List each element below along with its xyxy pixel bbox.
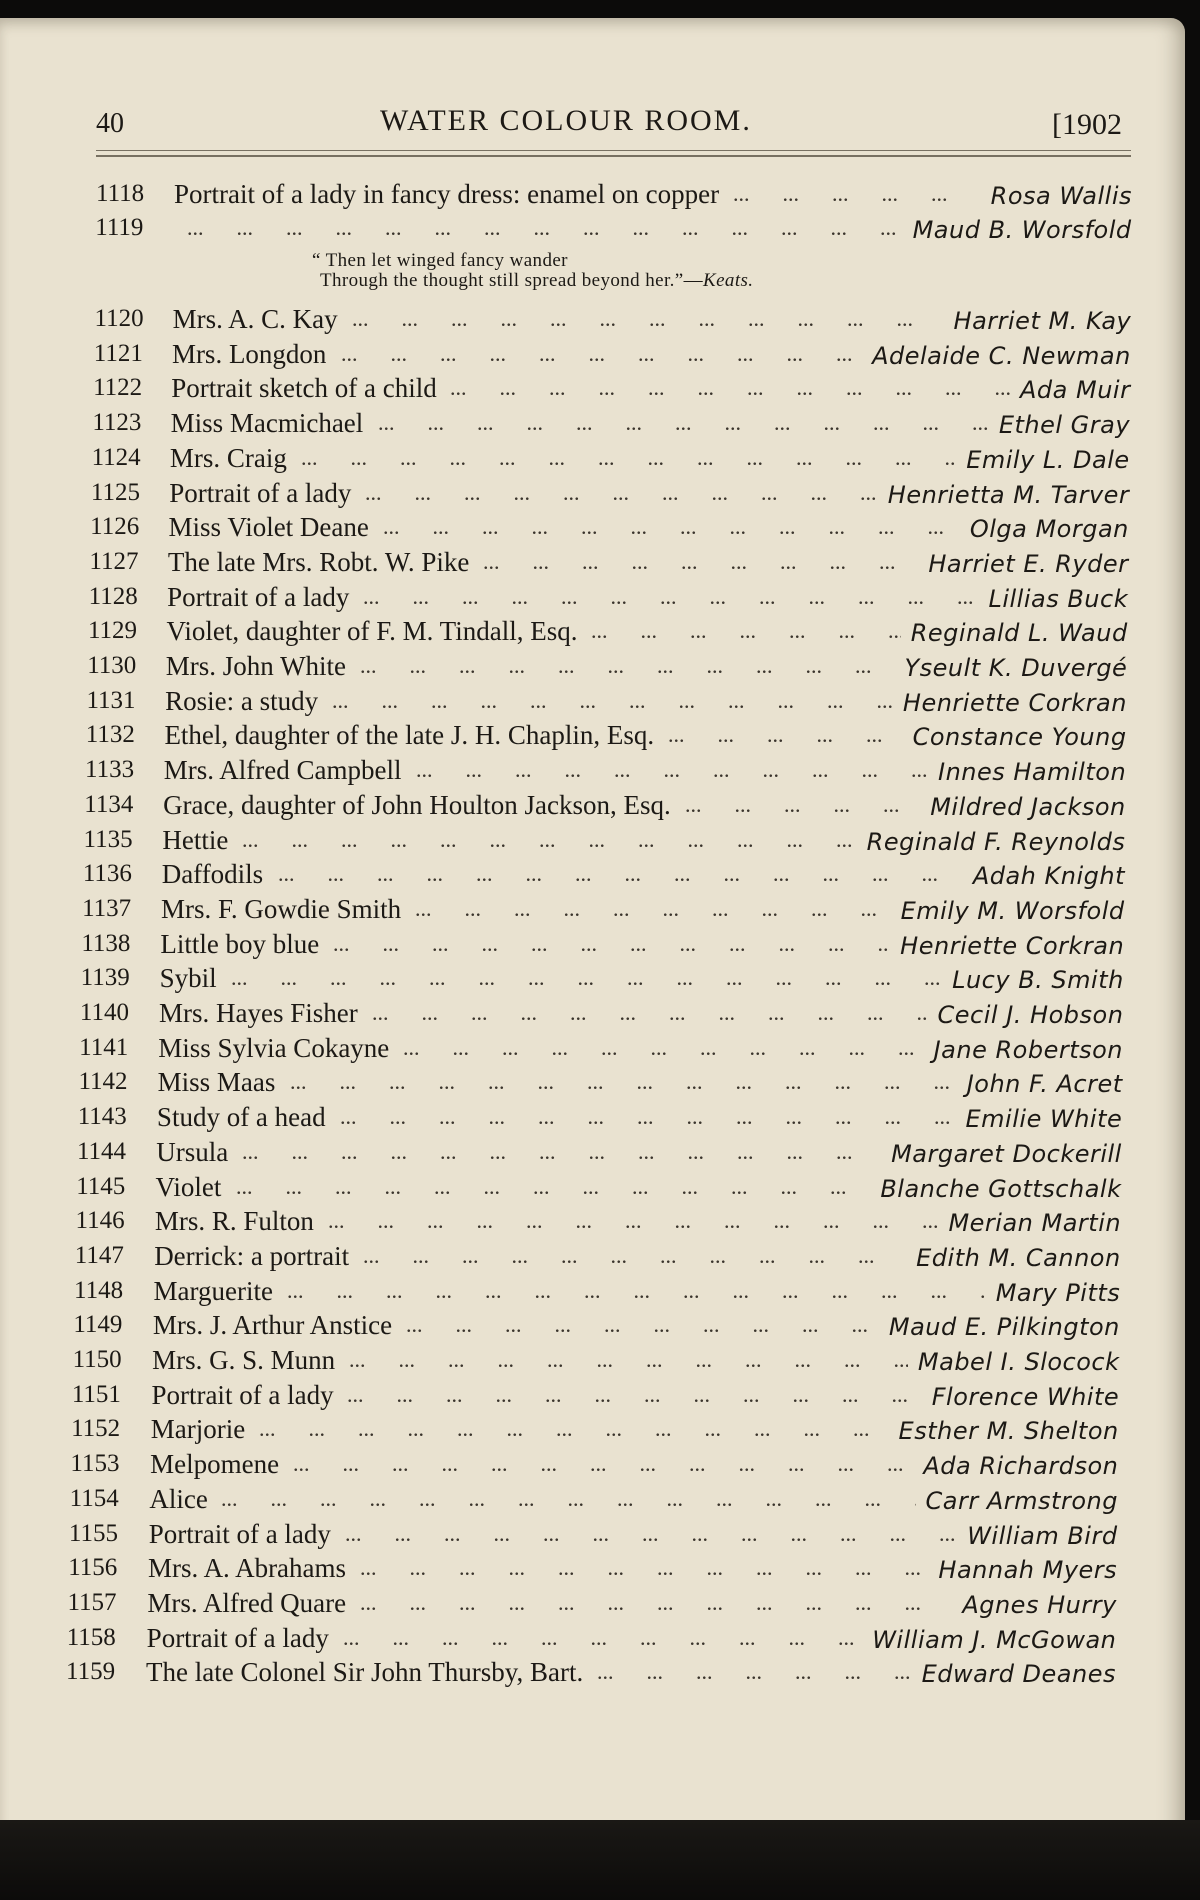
entry-artist: Constance Young [912, 723, 1127, 752]
catalogue-entry [0, 1135, 1200, 1169]
catalogue-entry [0, 1170, 1200, 1204]
entry-number: 1121 [93, 339, 143, 367]
entry-title: Study of a head [156, 1102, 326, 1133]
page-shadow [0, 1820, 1200, 1900]
entry-title: Portrait of a lady in fancy dress: enamel on copper [174, 179, 720, 209]
catalogue-entry [0, 177, 1200, 211]
entry-number: 1134 [84, 790, 134, 818]
entry-title: The late Colonel Sir John Thursby, Bart. [146, 1657, 584, 1688]
catalogue-entry [0, 1065, 1200, 1099]
entry-number: 1148 [74, 1276, 124, 1304]
catalogue-entry [0, 1100, 1200, 1134]
entry-title: Portrait sketch of a child [171, 373, 437, 404]
entry-artist: Emily L. Dale [966, 445, 1130, 474]
catalogue-entry [0, 510, 1200, 544]
leader-dots [668, 718, 903, 752]
catalogue-entry [0, 1412, 1200, 1446]
entry-number: 1128 [88, 582, 138, 610]
leader-dots [347, 1378, 922, 1412]
entry-artist: Henriette Corkran [900, 931, 1125, 960]
leader-dots [293, 1447, 913, 1481]
entry-number: 1136 [82, 860, 132, 888]
leader-dots [363, 580, 978, 614]
catalogue-entry [0, 406, 1200, 440]
entry-number: 1157 [67, 1588, 117, 1616]
catalogue-entry [0, 211, 1200, 245]
header-rule [96, 150, 1131, 151]
entry-number: 1156 [68, 1554, 118, 1582]
leader-dots [415, 892, 891, 926]
entry-title: Portrait of a lady [169, 477, 352, 508]
entry-number: 1131 [86, 686, 136, 714]
leader-dots [352, 302, 944, 336]
entry-title: Melpomene [150, 1449, 280, 1480]
entry-number: 1159 [66, 1658, 116, 1686]
entry-number: 1143 [77, 1103, 127, 1131]
entry-title: The late Mrs. Robt. W. Pike [167, 546, 470, 577]
entry-artist: Harriet E. Ryder [928, 549, 1129, 578]
entry-title: Hettie [162, 824, 229, 855]
entry-title: Mrs. F. Gowdie Smith [161, 893, 402, 924]
entry-artist: Maud E. Pilkington [888, 1313, 1120, 1342]
leader-dots [340, 1100, 956, 1134]
catalogue-entry [0, 718, 1200, 752]
catalogue-entry [0, 1551, 1200, 1585]
entry-number: 1119 [95, 214, 144, 241]
catalogue-entry [0, 1343, 1200, 1377]
entry-title: Miss Sylvia Cokayne [158, 1032, 390, 1063]
entry-artist: Emilie White [965, 1105, 1123, 1134]
entry-title: Daffodils [161, 859, 264, 890]
entry-title: Violet, daughter of F. M. Tindall, Esq. [166, 616, 578, 647]
catalogue-entry [0, 1655, 1200, 1689]
entry-artist: William Bird [967, 1521, 1118, 1550]
entry-artist: Olga Morgan [969, 515, 1129, 544]
leader-dots [365, 476, 878, 510]
catalogue-entry [0, 927, 1200, 961]
leader-dots [360, 1586, 952, 1620]
entry-number: 1142 [78, 1068, 128, 1096]
entry-title: Mrs. Longdon [171, 338, 327, 369]
entry-number: 1132 [85, 721, 135, 749]
entry-number: 1124 [91, 443, 141, 471]
entry-title: Portrait of a lady [167, 581, 350, 612]
running-title: WATER COLOUR ROOM. [380, 104, 752, 137]
entry-number: 1146 [75, 1207, 125, 1235]
entry-title: Miss Maas [157, 1067, 276, 1098]
entry-title: Alice [149, 1483, 208, 1514]
leader-dots [416, 753, 928, 787]
entry-number: 1150 [72, 1346, 122, 1373]
leader-dots [363, 1239, 906, 1273]
leader-dots [360, 649, 894, 683]
entry-number: 1158 [66, 1623, 116, 1651]
entry-artist: Edward Deanes [921, 1660, 1116, 1689]
entry-artist: Yseult K. Duvergé [904, 654, 1128, 682]
leader-dots [290, 1065, 957, 1099]
catalogue-entry [0, 1517, 1200, 1551]
entry-artist: Jane Robertson [933, 1035, 1124, 1064]
entry-artist: Lucy B. Smith [952, 966, 1124, 995]
entry-title: Mrs. J. Arthur Anstice [152, 1310, 393, 1341]
leader-dots [343, 1621, 862, 1655]
entry-title: Mrs. A. C. Kay [172, 304, 338, 334]
leader-dots [301, 441, 956, 475]
entry-title: Miss Violet Deane [168, 512, 369, 543]
entry-artist: Ethel Gray [998, 411, 1131, 440]
catalogue-entry [0, 614, 1200, 648]
entry-artist: Rosa Wallis [990, 182, 1132, 210]
entry-artist: Harriet M. Kay [953, 307, 1132, 335]
leader-dots [360, 1551, 928, 1585]
entry-number: 1152 [71, 1415, 121, 1443]
leader-dots [591, 614, 901, 648]
catalogue-entry [0, 580, 1200, 614]
entry-title: Ursula [156, 1136, 229, 1167]
leader-dots [378, 406, 989, 440]
catalogue-entry [0, 1204, 1200, 1238]
entry-artist: Mabel I. Slocock [917, 1348, 1120, 1376]
entry-number: 1154 [69, 1484, 119, 1512]
leader-dots [287, 1274, 986, 1308]
entry-title: Sybil [159, 963, 217, 994]
entry-number: 1141 [79, 1033, 129, 1061]
entry-title: Rosie: a study [165, 685, 319, 716]
entry-title: Violet [155, 1171, 222, 1202]
page-number: 40 [96, 108, 124, 139]
entry-artist: Cecil J. Hobson [937, 1001, 1124, 1029]
entry-artist: Mildred Jackson [930, 792, 1126, 821]
catalogue-entry [0, 371, 1200, 405]
leader-dots [345, 1517, 957, 1551]
entry-artist: John F. Acret [966, 1070, 1123, 1099]
entry-number: 1139 [80, 964, 130, 992]
catalogue-entry [0, 684, 1200, 718]
entry-artist: Adah Knight [972, 862, 1125, 891]
leader-dots [685, 788, 920, 822]
catalogue-entry [0, 302, 1200, 336]
entry-artist: Maud B. Worsfold [912, 216, 1132, 244]
entry-number: 1151 [71, 1380, 121, 1408]
entry-title: Mrs. Alfred Quare [147, 1587, 347, 1618]
entry-number: 1135 [83, 825, 133, 853]
entry-artist: Florence White [931, 1382, 1120, 1411]
entry-number: 1118 [96, 180, 145, 207]
catalogue-entry [0, 823, 1200, 857]
leader-dots [372, 996, 928, 1030]
leader-dots [236, 1170, 870, 1204]
entry-title: Marguerite [153, 1275, 273, 1306]
entry-title: Mrs. G. S. Munn [152, 1345, 336, 1375]
quote-attribution: Keats. [703, 270, 754, 291]
catalogue-entry [0, 1482, 1200, 1516]
leader-dots [483, 545, 918, 579]
leader-dots [406, 1308, 879, 1342]
leader-dots [733, 177, 981, 211]
entry-title: Little boy blue [160, 928, 320, 959]
catalogue-entry [0, 1274, 1200, 1308]
header-rule [96, 155, 1131, 157]
entry-number: 1130 [87, 652, 137, 679]
catalogue-entry [0, 1621, 1200, 1655]
entry-artist: Merian Martin [948, 1209, 1122, 1238]
entry-title: Mrs. Craig [169, 442, 287, 473]
catalogue-entry [0, 788, 1200, 822]
entry-artist: Mary Pitts [995, 1278, 1121, 1307]
entry-artist: Ada Muir [1020, 376, 1131, 405]
entry-number: 1137 [82, 894, 132, 922]
catalogue-entry [0, 441, 1200, 475]
entry-number: 1122 [93, 374, 143, 402]
entry-number: 1145 [76, 1172, 126, 1200]
catalogue-entry [0, 1586, 1200, 1620]
entry-title: Portrait of a lady [148, 1518, 331, 1549]
entry-title: Mrs. Hayes Fisher [158, 998, 358, 1028]
year-label: [1902 [1052, 108, 1122, 141]
entry-artist: Innes Hamilton [937, 758, 1127, 787]
leader-dots [332, 684, 893, 718]
leader-dots [383, 510, 960, 544]
leader-dots [597, 1655, 912, 1689]
catalogue-entry [0, 961, 1200, 995]
entry-title: Ethel, daughter of the late J. H. Chaplin, Esq. [164, 720, 655, 751]
entry-title: Mrs. Alfred Campbell [163, 755, 402, 786]
entry-number: 1127 [89, 547, 139, 575]
entry-number: 1133 [85, 756, 135, 784]
leader-dots [403, 1031, 924, 1065]
entry-artist: Hannah Myers [938, 1556, 1118, 1585]
catalogue-entry [0, 1308, 1200, 1342]
catalogue-entry [0, 753, 1200, 787]
entry-artist: Adelaide C. Newman [872, 341, 1131, 370]
entry-number: 1123 [92, 409, 142, 437]
catalogue-entry [0, 1239, 1200, 1273]
entry-title: Portrait of a lady [151, 1379, 334, 1410]
quote-text: “ Then let winged fancy wander [312, 250, 568, 271]
entry-number: 1153 [70, 1450, 120, 1478]
entry-number: 1126 [90, 513, 140, 541]
leader-dots [259, 1412, 889, 1446]
leader-dots [450, 371, 1010, 405]
entry-artist: Lillias Buck [988, 584, 1129, 613]
entry-artist: Margaret Dockerill [891, 1139, 1122, 1168]
entry-artist: Reginald L. Waud [910, 619, 1128, 648]
entry-artist: Emily M. Worsfold [900, 896, 1125, 925]
leader-dots [231, 961, 942, 995]
entry-number: 1140 [79, 999, 129, 1026]
leader-dots [278, 857, 963, 891]
entry-number: 1144 [76, 1137, 127, 1165]
entry-number: 1125 [90, 478, 140, 506]
catalogue-entry [0, 1031, 1200, 1065]
entry-artist: Edith M. Cannon [916, 1243, 1121, 1272]
catalogue-entry [0, 476, 1200, 510]
leader-dots [341, 337, 862, 371]
quote-line [320, 270, 753, 292]
entry-title: Miss Macmichael [170, 408, 364, 439]
catalogue-entry [0, 337, 1200, 371]
entry-artist: William J. McGowan [872, 1625, 1117, 1654]
entry-title: Mrs. John White [165, 651, 347, 681]
entry-artist: Carr Armstrong [925, 1486, 1118, 1515]
entry-artist: Esther M. Shelton [898, 1417, 1119, 1446]
leader-dots [242, 823, 857, 857]
entry-number: 1147 [74, 1241, 124, 1269]
leader-dots [349, 1343, 908, 1377]
leader-dots [221, 1482, 916, 1516]
entry-artist: Agnes Hurry [962, 1590, 1117, 1619]
catalogue-entry [0, 649, 1200, 683]
leader-dots [333, 927, 890, 961]
entry-artist: Henrietta M. Tarver [887, 480, 1130, 509]
entry-title: Portrait of a lady [146, 1622, 329, 1653]
entry-number: 1129 [87, 617, 138, 645]
entry-title: Marjorie [150, 1414, 246, 1445]
entry-number: 1120 [94, 305, 144, 332]
entry-artist: Ada Richardson [923, 1452, 1119, 1481]
entry-title: Grace, daughter of John Houlton Jackson, Esq. [163, 789, 671, 820]
entry-title: Mrs. R. Fulton [154, 1206, 314, 1237]
catalogue-entry [0, 996, 1200, 1030]
page-header [0, 88, 1200, 148]
entry-artist: Reginald F. Reynolds [866, 827, 1126, 856]
entry-number: 1149 [73, 1311, 123, 1339]
quote-line [300, 250, 568, 272]
entry-title: Derrick: a portrait [154, 1240, 350, 1271]
catalogue-entry [0, 1378, 1200, 1412]
entry-artist: Blanche Gottschalk [880, 1174, 1122, 1203]
leader-dots [187, 211, 903, 245]
catalogue-entry [0, 545, 1200, 579]
catalogue-entry [0, 1447, 1200, 1481]
catalogue-entry [0, 892, 1200, 926]
leader-dots [242, 1135, 881, 1169]
entry-artist: Henriette Corkran [902, 688, 1127, 717]
catalogue-entry [0, 857, 1200, 891]
quote-text: Through the thought still spread beyond her.”— [320, 270, 704, 291]
entry-title: Mrs. A. Abrahams [148, 1553, 347, 1584]
leader-dots [328, 1204, 938, 1238]
entry-number: 1155 [68, 1519, 118, 1547]
entry-number: 1138 [81, 929, 131, 957]
